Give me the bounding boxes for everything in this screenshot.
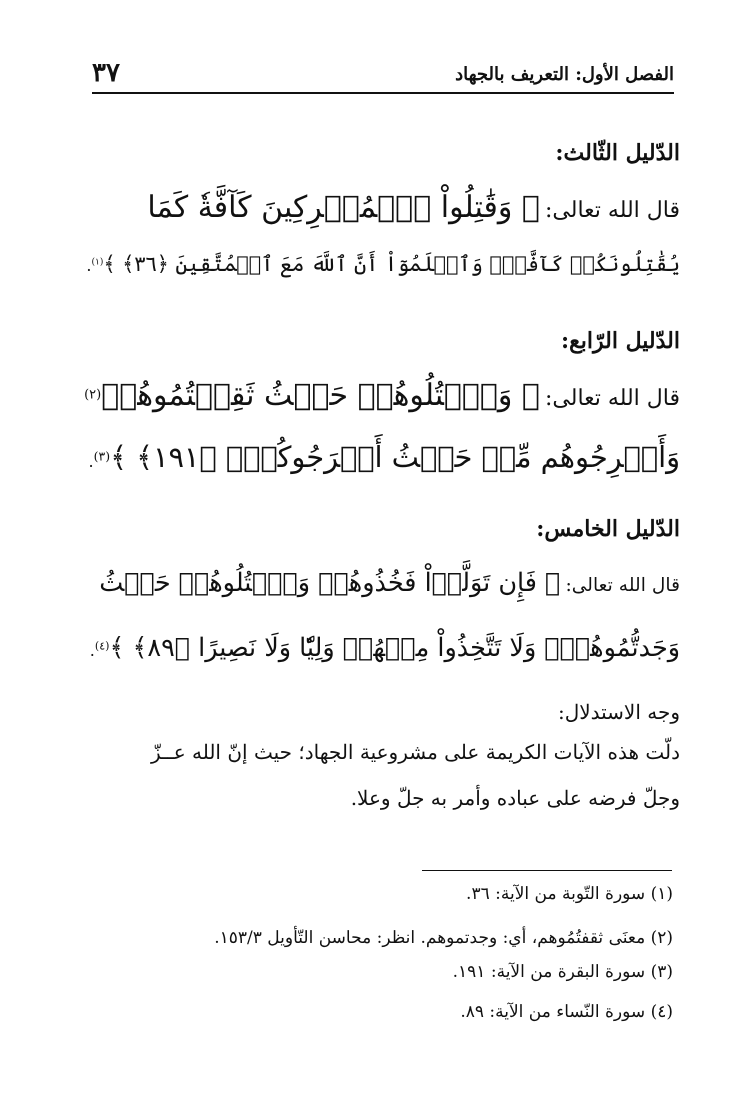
reasoning-line: وجلّ فرضه على عباده وأمر به جلّ وعلا.: [350, 786, 680, 810]
quran-verse: ﴿ فَإِن تَوَلَّوۡاْ فَخُذُوهُمۡ وَٱقۡتُلُوهُمۡ حَيۡثُ: [99, 568, 561, 598]
verse-line: يُقَٰتِلُونَكُمۡ كَآفَّةٗۚ وَٱعۡلَمُوٓاْ أَنَّ ٱللَّهَ مَعَ ٱلۡمُتَّقِينَ ﴿٣٦﴾ ﴾$^{(١)}$.: [86, 252, 680, 276]
quran-verse: وَجَدتُّمُوهُمۡۖ وَلَا تَتَّخِذُواْ مِنۡهُمۡ وَلِيّٗا وَلَا نَصِيرًا ﴿٨٩﴾ ﴾: [109, 633, 680, 663]
section-heading-fifth: الدّليل الخامس:: [536, 516, 680, 542]
reasoning-line: دلّت هذه الآيات الكريمة على مشروعية الجهاد؛ حيث إنّ الله عــزّ: [150, 740, 680, 764]
footnote: (١) سورة التّوبة من الآية: ٣٦.: [466, 884, 673, 904]
verse-line: وَجَدتُّمُوهُمۡۖ وَلَا تَتَّخِذُواْ مِنۡهُمۡ وَلِيّٗا وَلَا نَصِيرًا ﴿٨٩﴾ ﴾$^{(٤)}$.: [89, 633, 680, 663]
section-heading-fourth: الدّليل الرّابع:: [560, 328, 680, 354]
verse-intro: قال الله تعالى:: [545, 386, 680, 411]
quran-verse: وَأَخۡرِجُوهُم مِّنۡ حَيۡثُ أَخۡرَجُوكُمۡۚ ﴿١٩١﴾ ﴾: [110, 440, 680, 474]
footnote-mark: (٢): [84, 387, 102, 403]
reasoning-heading: وجه الاستدلال:: [557, 700, 680, 724]
chapter-title: الفصل الأول: التعريف بالجهاد: [455, 64, 674, 85]
quran-verse: ﴿ وَٱقۡتُلُوهُمۡ حَيۡثُ ثَقِفۡتُمُوهُمۡ: [101, 378, 540, 413]
verse-intro: قال الله تعالى:: [545, 198, 680, 223]
footnote: (٤) سورة النّساء من الآية: ٨٩.: [460, 1002, 673, 1022]
verse-line: [80, 190, 680, 225]
footnote: (٣) سورة البقرة من الآية: ١٩١.: [452, 962, 673, 982]
footnote-mark: (١): [91, 257, 104, 268]
verse-intro: قال الله تعالى:: [565, 575, 680, 596]
verse-line: [80, 568, 680, 598]
footnote-mark: (٤): [94, 639, 110, 653]
verse-line: وَأَخۡرِجُوهُم مِّنۡ حَيۡثُ أَخۡرَجُوكُمۡۚ ﴿١٩١﴾ ﴾$^{(٣)}$.: [88, 440, 680, 474]
section-heading-third: الدّليل الثّالث:: [555, 140, 680, 166]
running-header: [92, 58, 674, 94]
footnote-divider: [422, 870, 672, 871]
quran-verse: يُقَٰتِلُونَكُمۡ كَآفَّةٗۚ وَٱعۡلَمُوٓاْ أَنَّ ٱللَّهَ مَعَ ٱلۡمُتَّقِينَ ﴿٣٦﴾ ﴾: [103, 252, 680, 276]
page-number: ٣٧: [92, 58, 120, 88]
footnote: (٢) معنَى ثقفتُمُوهم، أي: وجدتموهم. انظر: محاسن التّأويل ١٥٣/٣.: [214, 928, 673, 948]
verse-line: [80, 378, 680, 413]
footnote-mark: (٣): [93, 448, 111, 464]
quran-verse: ﴿ وَقَٰتِلُواْ ٱلۡمُشۡرِكِينَ كَآفَّةٗ كَمَا: [147, 190, 540, 225]
